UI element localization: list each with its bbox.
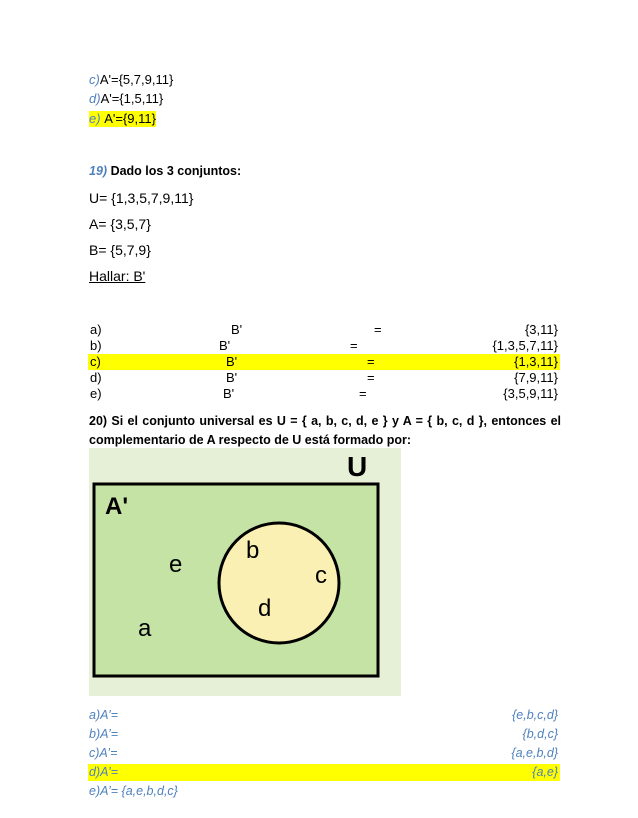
q20-option-a	[88, 707, 560, 724]
q19-task: Hallar: B'	[89, 268, 146, 284]
option-value: {7,9,11}	[514, 370, 558, 385]
option-letter: e)	[90, 386, 102, 401]
option-label: a)A’=	[89, 708, 119, 722]
q19-option-a	[88, 322, 560, 338]
option-letter: d)	[90, 370, 102, 385]
option-value: {3,11}	[524, 322, 558, 337]
prev-option-e	[89, 111, 156, 127]
option-label: e)A’= {a,e,b,d,c}	[89, 784, 178, 798]
option-value: {a,e,b,d}	[511, 746, 558, 760]
prev-option-d	[89, 91, 163, 107]
option-letter: b)	[90, 338, 102, 353]
element-b: b	[246, 537, 260, 564]
option-label: c)A’=	[89, 746, 118, 760]
option-value: {b,d,c}	[522, 727, 558, 741]
q19-option-d	[88, 370, 560, 386]
option-symbol: B'	[219, 338, 231, 353]
option-symbol: B'	[226, 354, 238, 369]
element-a: a	[138, 615, 152, 642]
option-label: d)A’=	[89, 765, 119, 779]
set-b: B= {5,7,9}	[89, 242, 151, 258]
option-label: b)A’=	[89, 727, 119, 741]
q19-option-c	[88, 354, 560, 370]
option-symbol: B'	[223, 386, 235, 401]
q20-option-d	[88, 764, 560, 781]
option-eq: =	[367, 370, 375, 385]
set-u: U= {1,3,5,7,9,11}	[89, 190, 194, 206]
option-letter: c)	[89, 72, 100, 87]
option-symbol: B'	[231, 322, 243, 337]
option-value: {1,3,5,7,11}	[492, 338, 558, 353]
element-c: c	[315, 562, 327, 589]
q20-option-b	[88, 726, 560, 743]
option-eq: =	[374, 322, 382, 337]
option-eq: =	[359, 386, 367, 401]
q19-title	[89, 163, 241, 179]
option-text: A'={5,7,9,11}	[99, 72, 174, 87]
q19-title-text: Dado los 3 conjuntos:	[110, 164, 242, 178]
complement-label: A'	[105, 493, 129, 520]
q20-option-e	[88, 783, 560, 800]
option-eq: =	[350, 338, 358, 353]
q19-option-b	[88, 338, 560, 354]
element-e: e	[169, 551, 183, 578]
venn-diagram	[89, 448, 401, 696]
q20-option-c	[88, 745, 560, 762]
prev-option-c	[89, 72, 173, 88]
option-letter: e)	[89, 111, 101, 126]
option-value: {e,b,c,d}	[512, 708, 558, 722]
q19-option-e	[88, 386, 560, 402]
option-value: {a,e}	[532, 765, 558, 779]
option-letter: c)	[90, 354, 101, 369]
option-text: A'={9,11}	[104, 111, 156, 126]
q19-number: 19)	[89, 164, 108, 178]
option-value: {1,3,11}	[514, 354, 558, 369]
set-a: A= {3,5,7}	[89, 216, 151, 232]
option-symbol: B'	[226, 370, 238, 385]
option-letter: d)	[89, 91, 101, 106]
option-text: A'={1,5,11}	[100, 91, 164, 106]
element-d: d	[258, 595, 272, 622]
q20-statement: 20) Si el conjunto universal es U = { a, b, c, d, e } y A = { b, c, d }, entonces el complementario de A respecto de U está formado por:	[89, 414, 561, 447]
option-eq: =	[367, 354, 375, 369]
option-letter: a)	[90, 322, 102, 337]
option-value: {3,5,9,11}	[503, 386, 558, 401]
universe-label: U	[347, 451, 368, 482]
